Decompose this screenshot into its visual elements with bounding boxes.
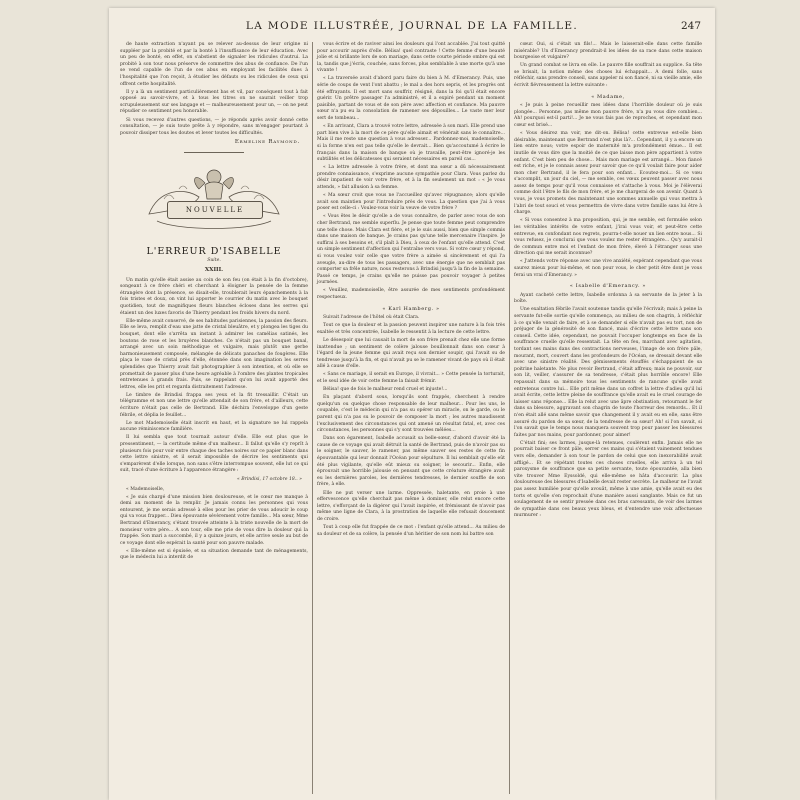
paragraph: « Je puis à peine recueillir mes idées dans l'horrible douleur où je suis plongée... Personne, pas même mon pauvre frère, n'a pu vous dire combien... Ah! pourquoi est-il parti!... Je ne vous fais pas de reproches, et cependant mon cœur est brisé...	[514, 103, 702, 129]
magazine-page	[109, 8, 715, 800]
story-body-top	[514, 42, 702, 90]
story-body	[120, 278, 308, 475]
running-header	[109, 20, 715, 38]
paragraph: Elle ne put verser une larme. Oppressée, haletante, en proie à une effervescence qu'elle cherchait pas même à dominer, elle relut encore cette lettre, s'efforçant de la digérer qui l'avait inspirée, et frémissant de n'avoir pas même une ligne de Clara, à la prostration de laquelle elle refusait doucement de croire.	[317, 490, 505, 522]
paragraph: Tout à coup elle fut frappée de ce mot : l'enfant qu'elle attend... Au milieu de sa douleur et de sa colère, la pensée d'un héritier de son nom lui battre son	[317, 524, 505, 537]
column-2	[317, 42, 505, 540]
story-body-bottom	[514, 293, 702, 520]
paragraph: C'était fini; ses larmes, jusque-là retenues, coulèrent enfin. Jamais elle ne pourrait baiser ce front pâle, serrer ces mains qui s'étaient vainement tendues vers elle, demander à son tour le pardon de celui que son inexorabilité avait affligé... Et se répétant toutes ces choses cruelles, elle arriva à un tel paroxysme de souffrance que sa petite servante, toute épouvantée, alla bien vite trouver Mme Eyssoldé, qui elle-même se hâta d'accourir. La plus douloureuse des blessures d'Isabelle devait rester secrète. Le malheur ne l'avait pas assez humiliée pour qu'elle avouât, même à une amie, qu'elle avait eu des torts et qu'elle s'en reprochait d'une manière aussi sanglante. Mais ce fut un soulagement de se sentir pressée dans ces bras caressants, de voir des larmes de sympathie dans ces beaux yeux bleus, et d'entendre une voix affectueuse murmurer :	[514, 440, 702, 519]
paragraph: Une exaltation fébrile l'avait soutenue tandis qu'elle l'écrivait; mais à peine la servante fut-elle sortie qu'elle commença, au milieu de son chagrin, à réfléchir à ce qu'elle venait de faire, et à se demander si elle n'avait pas eu tort, non de préjuger de la générosité de son fiancé, mais d'écrire cette lettre sans son conseil. Cette idée, cependant, ne pouvait l'occuper longtemps en face de la souffrance cruelle qu'elle ressentait. La tête en feu, marchant avec agitation, tordant ses mains dans des contractions nerveuses, l'image de son frère pâle, mourant, mort, couvert dans les profondeurs de l'Océan, se dressait devant elle avec une sinistre réalité. Des gémissements étouffés s'échappaient de sa poitrine haletante. Ne plus revoir Bertrand, c'était affreux; mais ne pouvoir, sur son lit, veiller, s'assurer de sa tendresse, c'était plus horrible encore! Elle repassait dans sa mémoire tous les sentiments de rancune qu'elle avait entretenus contre lui... Elle prit même dans un coffret la lettre d'adieu qu'il lui avait écrite, cette lettre pleine de souffrance qu'elle avait eu le cruel courage de laisser sans réponse... Elle la relut avec une âpre obstination, retournant le fer dans sa blessure, aggravant son chagrin de toute l'horreur des remords... Et il n'en était allé sans même savoir que changement il y avait eu en elle, sans être assuré du pardon de sa sœur, de la tendresse de sa sœur! Ah! si l'on savait, si l'on savait que le temps nous manquera souvent trop pour passer les blessures faites par nos mains, pour pardonner, pour aimer!	[514, 307, 702, 438]
ornament-illustration	[139, 159, 289, 241]
letter-salutation: « Madame,	[591, 93, 625, 100]
paragraph: « La traversée avait d'abord paru faire du bien à M. d'Emerancy. Puis, une série de coups de vent l'ont abattu ; le mal a des hors sepris, et les progrès ont été effrayants. Il est mort sans souffrir, résigné, dans la foi qu'il était encore guérir. Un prêtre passager l'a administré, et il a expiré pendant un moment paisible, partant de vous et de son père avec affection et confiance. Ma pauvre sœur n'a pu eu la consolation de ramener ses dépouilles... Le vaste mer leur sert de tombeau...	[317, 76, 505, 122]
intro-text	[120, 42, 308, 137]
letter-salutation: « Mademoiselle,	[126, 486, 165, 492]
column-rule-2	[509, 42, 510, 794]
paragraph: Il lui sembla que tout tournait autour d'elle. Elle eut plus que le pressentiment, — la certitude même d'un malheur... Il fallut qu'elle s'y reprît à plusieurs fois pour voir entre chaque des taches noires sur ce papier blanc dans cette lettre sinistre, et il serait impossible de décrire les sentiments qui s'emparèrent d'elle lorsque, non sans s'être interrompue souvent, elle lut ce qui suit, tracé d'une écriture à l'apparence étrangère :	[120, 435, 308, 474]
isabelle-letter	[514, 103, 702, 279]
paragraph: de haute extraction n'ayant pu se relever au-dessus de leur origine ni suppléer par la probité et par la bonté à l'insuffisance de leur éducation. Avec un peu de bonté, en effet, on s'abstient de signaler les ridicules d'autrui. La probité à son tour nous préserve de commettre des abus de confiance. De l'un se vend capable de l'un de ces abus en employant les facilités dues à l'hospitalité que l'on reçoit, à étudier les défauts ou les ridicules de ceux qui offrent cette hospitalité.	[120, 42, 308, 87]
paragraph: Tout ce que la douleur et la passion peuvent inspirer une nature à la fois très exaltée et très concentrée, Isabelle le ressentit à la lecture de cette lettre.	[317, 323, 505, 335]
paragraph: « Veuillez, mademoiselle, être assurée de mes sentiments profondément respectueux.	[317, 288, 505, 300]
letter-signature: « Karl Hamberg. »	[382, 305, 440, 312]
paragraph: « Elle-même est si épuisée, et sa situation demande tant de ménagements, que le médecin lui a interdit de	[120, 548, 308, 561]
paragraph: Un grand combat se livra en elle. Le pauvre fille souffrait au supplice. Sa tête se brisait, la notion même des choses lui échappait... A demi folle, sans réfléchir, sans prendre conseil, sans appeler ni son fiancé, ni sa vieille amie, elle écrivit fiévreusement la lettre suivante :	[514, 63, 702, 89]
paragraph: « J'attends votre réponse avec une vive anxiété, espérant cependant que vous saurez mieux pour lui-même, et non pour vous, le cher petit être dont je vous ferai un vrai d'Emerancy. »	[514, 259, 702, 278]
paragraph: Il y a là un sentiment particulièrement bas et vil, par conséquent tout à fait opposé au savoir-vivre, et à tous les titres on ne saurait veiller trop scrupuleusement sur ses langage et — malheureusement pour un, — on ne peut répudier ce sentiment peu honorable.	[120, 89, 308, 115]
paragraph: « La lettre adressée à votre frère, et dont ma sœur a dû nécessairement prendre connaissance, s'exprime aucune sympathie pour Clara. Vous parlez du désir impatient de voir votre frère, et à la fin seulement un mot : « Je vous attends, » fait allusion à sa femme.	[317, 165, 505, 190]
nouvelle-banner: NOUVELLE	[167, 201, 263, 219]
paragraph: « Ma sœur croit que vous ne l'accueillez qu'avec répugnance; alors qu'elle avait son maintien pour l'introduire près de vous. La question que j'ai à vous poser est celle-ci : Voulez-vous voir la veuve de votre frère ?	[317, 193, 505, 212]
paragraph: Le mot Mademoiselle était inscrit en haut, et la signature ne lui rappela aucune réminiscence familière.	[120, 420, 308, 433]
letter-signature: « Isabelle d'Emerancy. »	[569, 283, 647, 290]
paragraph: Si vous recevez d'autres questions, — je réponds après avoir donné cette consultation, — je suis toute prête à y répondre, sans m'engager pourtant à pouvoir dissiper tous les doutes et lever toutes les difficultés.	[120, 117, 308, 136]
letter-continued	[317, 42, 505, 302]
paragraph: En plaçant d'abord sous, lorsqu'ils sont frappés, cherchent à rendre quelqu'un ou quelque chose responsable de leur malheur... Pour les uns, le coupable, c'est le médecin qui n'a pas su opérer un miracle, on le garde, ou le parent qui n'a pas su le pouvoir de composer la mort ; les autres maudissent l'exclusivement des circonstances qui ont amené un résultat fatal, et, avec ces circonstances, les personnes qui s'y sont trouvées mêlées...	[317, 395, 505, 434]
paragraph: Dans son égarement, Isabelle accusait sa belle-sœur, d'abord d'avoir été la cause de ce voyage qui avait détruit la santé de Bertrand, puis de n'avoir pas su le soigner, le sauver, le ramener, pas même sauver ses restes de cette fin épouvantable qui leur donnait l'Océan pour sépulture. Il lui semblait qu'elle eût été plus vigilante, qu'elle eût mieux su soigner, le secourir... Enfin, elle éprouvait une horrible jalousie en pensant que cette créature étrangère avait eu les dernières paroles, les dernières tendresses, le dernier souffle de son frère, à elle.	[317, 436, 505, 488]
paragraph: Ayant cacheté cette lettre, Isabelle ordonna à sa servante de la jeter à la boîte.	[514, 292, 702, 305]
letter-body	[120, 495, 308, 562]
paragraph: Le désespoir que lui causait la mort de son frère prenait chez elle une forme inattendue ; un sentiment de colère jalouse bouillonnait dans son cœur à l'égard de la jeune femme qui avait reçu son dernier soupir, qui l'avait su de tendresse jusqu'à la fin, et qui n'avait pu se le ramener vivant de pays où il était allé à cause d'elle.	[317, 337, 505, 370]
chapter-number: XXIII.	[204, 267, 224, 274]
paragraph: vous écrire et de raviver ainsi les douleurs qui l'ont accablée. J'ai tout quitté pour accourir auprès d'elle. Bélisa! quel contraste ! Cette femme d'une beauté jolie et si brillante lors de son mariage, dans cette courte période ombre qui est la, tandis que j'écris, couchée, sans forces, plus semblable à une morte qu'à une vivante !	[317, 42, 505, 74]
paragraph: Suivait l'adresse de l'hôtel où était Clara.	[323, 315, 420, 321]
column-1	[120, 42, 308, 564]
paragraph: « Sans ce mariage, il serait en Europe, il vivrait... » Cette pensée la torturait, et le seul idée de voir cette femme la faisait frémir.	[317, 372, 505, 384]
journal-title: LA MODE ILLUSTRÉE, JOURNAL DE LA FAMILLE.	[245, 20, 579, 32]
story-title: L'ERREUR D'ISABELLE	[146, 245, 282, 257]
page-number: 247	[680, 20, 701, 32]
paragraph: « Je suis chargé d'une mission bien douloureuse, et le cœur me manque à demi au moment de la remplir. Je jamais connu les personnes qui vous entourent, je me serais adressé à elles pour les prier de vous adoucir le coup qui va vous frapper... Dieu épouvante sévèrement votre famille... Ma sœur, Mme Bertrand d'Emerancy, s'étant trouvée atteinte à la triste nouvelle de la mort de monsieur votre père... A son tour, elle me prie de vous dire la douleur qui la frappée. Son mari a succombé, il y a quinze jours, et elle arrive seule au but de ce voyage dont elle espérait la santé pour son pauvre malade.	[120, 494, 308, 546]
paragraph: Bélisa! que de fois le malheur rend cruel et injuste!...	[323, 387, 448, 393]
paragraph: « Vous êtes le désir qu'elle a de vous connaître, de parler avec vous de son cher Bertrand, me semble superflu. Je pense que toute femme peut comprendre une telle chose. Mais Clara est fière, et je le suis aussi, bien que simple commis dans une maison de banque. Je crains pas qu'une telle mercenaire l'inspire. Je suffirai à ses besoins et, s'il plaît à Dieu, à ceux de l'enfant qu'elle attend. C'est un simple sentiment d'affection qui l'entraîne vers vous. Si votre cœur y répond, si vous voulez voir celle que votre frère a aimée si sincèrement et qui l'a aveugle, au-dire de tous les passagers, avec une énergie que ne semblait pas comporter sa frêle nature, nous resterons à Brindisi jusqu'à la fin de la semaine. Passé ce temps, je crains qu'elle ne puisse pas pouvoir voyager à petites journées.	[317, 214, 505, 286]
author-signature: Ermeline Raymond.	[234, 139, 300, 146]
story-subtitle: Suite.	[207, 257, 221, 263]
nouvelle-vignette	[139, 159, 289, 241]
paragraph: « En arrivant, Clara a trouvé votre lettre, adressée à son mari. Elle prend une part bien vive à la mort de ce père qu'elle aimait et vénérait sans le connaître... Mais il me reste une question à vous adresser... Pardonnez-moi, mademoiselle, si la forme n'en est pas telle qu'elle le devrait... Bien qu'accoutumé à écrire le français dans la maison de banque où je travaille, peut-être ignoré-je les subtilités et les délicatesses qui seraient nécessaires en pareil cas...	[317, 124, 505, 163]
paragraph: Un matin qu'elle était assise au coin de son feu (on était à la fin d'octobre), songeant à ce frère chéri et cherchant à éloigner la pensée de la femme étrangère dont la présence, se disait-elle, troublerait leurs épanchements à la fois tristes et doux, on vint lui apporter le courrier du matin avec le bouquet quotidien, tout de magnifiques fleurs blanches écloses dans les serres qui étaient un des luxes favoris de Thierry pendant les froids hivers du nord.	[120, 277, 308, 316]
paragraph: Elle-même avait conservé, de ses habitudes parisiennes, la passion des fleurs. Elle se leva, remplit d'eau une jatte de cristal bleuâtre, et y plongea les tiges du bouquet, dont elle s'arrêta un instant à admirer les camélias satinés, les boutons de rose et les bruyères blanches. Ce n'était pas un bouquet banal, arrangé avec un soin méthodique et vulgaire, mais plutôt une gerbe harmonieusement composée, mélangée de délicats panaches de fougères. Elle plaça le vase de cristal près d'elle, étonnée dans son imagination les serres splendides que Thierry avait fait photographier à son intention, et où elle se promettait de passer plus d'une heure agréable à l'ombre des plantes tropicales entretenues à grands frais. Puis, se rappelant qu'on lui avait apporté des lettres, elle les prit et regarda distraitement l'adresse.	[120, 318, 308, 390]
column-3	[514, 42, 702, 521]
paragraph: Le timbre de Brindisi frappa ses yeux et la fit tressaillir. C'était un télégramme et non une lettre qu'elle attendait de son frère, et d'ailleurs, cette écriture n'était pas celle de Bertrand. Elle déchira l'enveloppe d'un geste fébrile, et déplia le feuillet...	[120, 392, 308, 418]
story-body-continued	[317, 315, 505, 538]
column-rule-1	[312, 42, 313, 794]
paragraph: cœur. Oui, si c'était un fils!... Mais le laisserait-elle dans cette famille misérable? Un d'Emerancy prendrait-il les idées de sa race dans cette maison bourgeoise et vulgaire?	[514, 42, 702, 61]
paragraph: « Vous désirez ma voir, me dit-on. Bélisa! cette entrevue est-elle bien désirable, maintenant que Bertrand n'est plus là?... Cependant, il y a encore un lien entre nous; votre espoir de maternité m'a profondément émue... Il est inutile de vous dire que la moitié de ce que laisse mon père appartient à votre enfant. C'est bien peu de chose... Mais mon mariage est arrangé... Mon fiancé est riche, et je le connais assez pour savoir que ce qu'il voulait faire pour aider mon cher Bertrand, il le fera pour son enfant... Ecoutez-moi... Si ce vœu s'accomplit, un jour du ciel, — me semble, ces vœux peuvent passer avec nous assez de temps pour qu'il vous connaisse et s'attache à vous. Moi je l'élèverai comme doit l'être le fils de mon frère, et je me chargerai de son avenir. Quant à vous, je vous promets des maintenant une sommes annuelle qui vous mettra à l'abri de tout souci et vous permettra de vivre dans votre famille sans lui être à charge.	[514, 131, 702, 216]
letter-dateline: « Brindisi, 17 octobre 18.. »	[236, 476, 302, 482]
section-divider	[184, 152, 244, 153]
paragraph: « Si vous consentez à ma proposition, qui, je me semble, est formulée selon les véritables intérêts de votre enfant, j'irai vous voir, et peut-être cette entrevue, en confondant nos regrets, pourra-t-elle nouer un lien entre nous... Si vous refusez, je conclurai que vous voulez me rester étrangère... Qu'y aurait-il de commun entre moi et l'enfant de mon frère, élevé à l'étranger sous une direction qui me serait inconnue?	[514, 218, 702, 257]
